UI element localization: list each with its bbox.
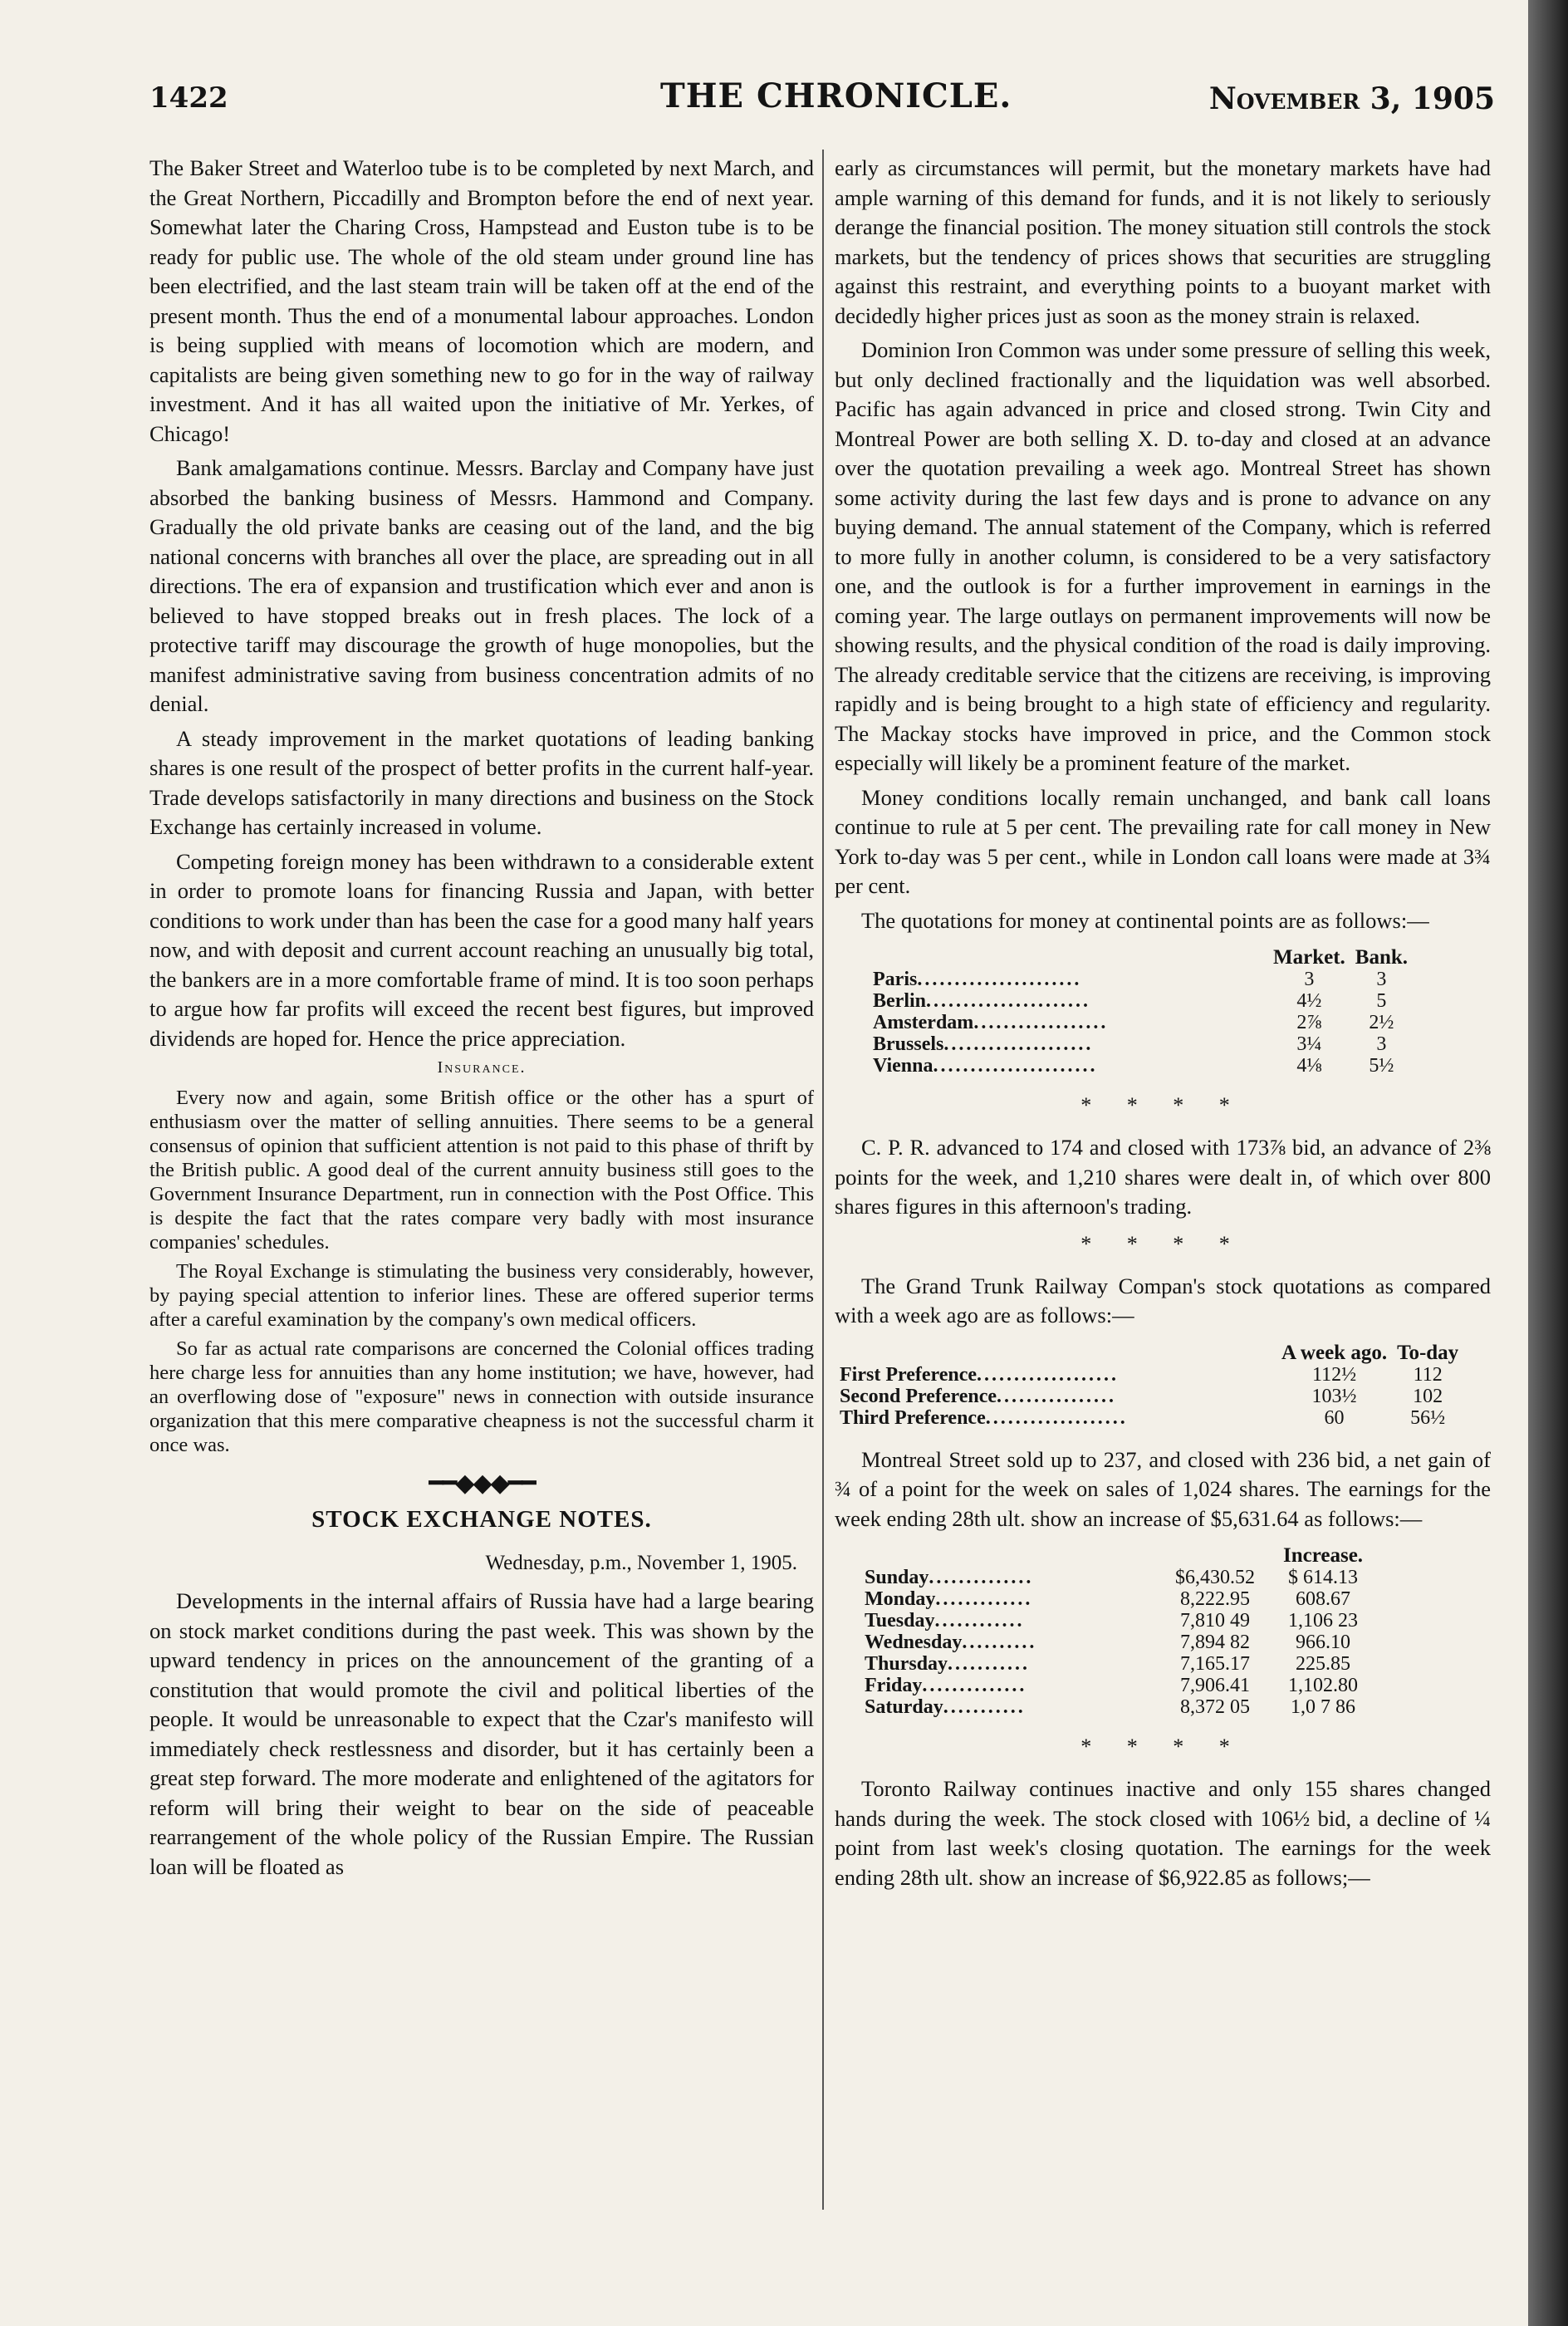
week-ago-value: 112½ [1311,1363,1357,1386]
paragraph: The quotations for money at continental points are as follows:— [861,907,1429,933]
column-header: To-day [1397,1341,1459,1364]
table-row: Friday.............. 7,906.41 1,102.80 [860,1675,1368,1696]
publication-title: THE CHRONICLE. [660,76,1012,115]
issue-date: November 3, 1905 [1208,81,1495,116]
earnings-amount: 7,894 82 [1180,1632,1250,1653]
row-label: First Preference [840,1363,978,1386]
city-label: Brussels [873,1033,944,1055]
today-value: 112 [1413,1363,1443,1386]
week-ago-value: 103½ [1311,1385,1357,1407]
city-label: Amsterdam [873,1012,974,1033]
earnings-increase: 225.85 [1296,1653,1351,1675]
row-label: Third Preference [840,1406,986,1429]
table-row: Third Preference................... 60 56½ [835,1407,1463,1429]
earnings-amount: $6,430.52 [1175,1567,1255,1588]
market-rate: 2⅞ [1296,1012,1322,1033]
money-rates-table [868,947,1413,1077]
left-column [149,154,814,1887]
paragraph: C. P. R. advanced to 174 and closed with 173⅞ bid, an advance of 2⅜ points for the week, and 1,210 shares were dealt in, of which over 800 shares figures in this afternoon's trading. [835,1135,1491,1219]
table-row: Brussels.................... 3¼ 3 [868,1033,1413,1055]
table-row: Sunday.............. $6,430.52 $ 614.13 [860,1567,1368,1588]
section-separator: * * * * [1080,1735,1245,1759]
table-row: Wednesday.......... 7,894 82 966.10 [860,1632,1368,1653]
dateline: Wednesday, p.m., November 1, 1905. [485,1552,797,1574]
market-rate: 3¼ [1296,1033,1322,1055]
earnings-table-wrap [860,1545,1491,1718]
earnings-increase: 1,0 7 86 [1291,1696,1356,1718]
bank-rate: 5½ [1369,1055,1394,1077]
earnings-amount: 7,810 49 [1180,1610,1250,1632]
market-rate: 4½ [1296,990,1322,1012]
paragraph: Montreal Street sold up to 237, and closed with 236 bid, a net gain of ¾ of a point for the week on sales of 1,024 shares. The earnings for the week ending 28th ult. show an increase of $5,631.64 as follows:— [835,1446,1491,1531]
city-label: Vienna [873,1055,933,1077]
paragraph: Bank amalgamations continue. Messrs. Barclay and Company have just absorbed the banking business of Messrs. Hammond and Company. Gradually the old private banks are ceasing out of the land, and the big national concerns with branches all over the place, are spreading out in all directions. The era of expansion and trustification which ever and anon is believed to have stopped breaks out in fresh places. The lock of a protective tariff may discourage the growth of huge monopolies, but the manifest administrative saving from business concentration admits of no denial. [149,455,814,716]
earnings-increase: 1,102.80 [1288,1675,1359,1696]
market-rate: 4⅛ [1296,1055,1322,1077]
table-row: Paris...................... 3 3 [868,969,1413,990]
bank-rate: 3 [1376,1033,1387,1055]
city-label: Paris [873,969,918,990]
section-ornament: ━━◆◆◆━━ [429,1470,535,1497]
paragraph: The Baker Street and Waterloo tube is to be completed by next March, and the Great Northern, Piccadilly and Brompton before the end of next year. Somewhat later the Charing Cross, Hampstead and Euston tube is to be ready for public use. The whole of the old steam under ground line has been electrified, and the last steam train will be taken off at the end of the present month. Thus the end of a monumental labour approaches. London is being supplied with means of locomotion which are modern, and capitalists are being given something new to go for in the way of railway investment. And it has all waited upon the initiative of Mr. Yerkes, of Chicago! [149,155,814,446]
insurance-subheading: Insurance. [437,1058,527,1077]
city-label: Berlin [873,990,926,1012]
today-value: 102 [1413,1385,1443,1407]
bank-rate: 3 [1376,969,1387,990]
table-row: Second Preference................ 103½ 102 [835,1386,1463,1407]
table-row: Monday............. 8,222.95 608.67 [860,1588,1368,1610]
column-divider [822,150,824,2210]
paragraph: Developments in the internal affairs of Russia have had a large bearing on stock market conditions during the past week. This was shown by the upward tendency in prices on the announcement of the granting of a constitution that would promote the civil and political liberties of the people. It would be unreasonable to expect that the Czar's manifesto will immediately check restlessness and disorder, but it has certainly been a great step forward. The more moderate and enlightened of the agitators for reform will bring their weight to bear on the side of peaceable rearrangement of the whole policy of the Russian Empire. The Russian loan will be floated as [149,1588,814,1879]
table-row: Vienna...................... 4⅛ 5½ [868,1055,1413,1077]
page-number: 1422 [149,81,228,115]
table-row: Thursday........... 7,165.17 225.85 [860,1653,1368,1675]
column-header: Bank. [1355,946,1409,969]
day-label: Wednesday [865,1632,963,1653]
money-rates-table-wrap [868,947,1491,1077]
earnings-amount: 7,165.17 [1180,1653,1250,1675]
scan-edge-shadow [1528,0,1568,2326]
earnings-amount: 8,222.95 [1180,1588,1250,1610]
market-rate: 3 [1304,969,1315,990]
earnings-increase: 1,106 23 [1288,1610,1359,1632]
day-label: Tuesday [865,1610,935,1632]
right-column [835,154,1491,1897]
paragraph: early as circumstances will permit, but the monetary markets have had ample warning of this demand for funds, and it is not likely to seriously derange the financial position. The money situation still controls the stock markets, but the tendency of prices shows that securities are struggling against this restraint, and everything points to a buoyant market with decidedly higher prices just as soon as the money strain is relaxed. [835,155,1491,328]
paragraph: The Grand Trunk Railway Compan's stock quotations as compared with a week ago are as follows:— [835,1273,1491,1327]
earnings-increase: $ 614.13 [1288,1567,1359,1588]
bank-rate: 5 [1376,990,1387,1012]
section-separator: * * * * [1080,1231,1245,1256]
grand-trunk-table [835,1342,1463,1429]
column-header: Market. [1273,946,1345,969]
grand-trunk-table-wrap [835,1342,1491,1429]
earnings-table [860,1545,1368,1718]
bank-rate: 2½ [1369,1012,1394,1033]
paragraph: Dominion Iron Common was under some pressure of selling this week, but only declined fractionally and the liquidation was well absorbed. Pacific has again advanced in price and closed strong. Twin City and Montreal Power are both selling X. D. to-day and closed at an advance over the quotation prevailing a week ago. Montreal Street has shown some activity during the last few days and is prone to advance on any buying demand. The annual statement of the Company, which is referred to more fully in another column, is considered to be a very satisfactory one, and the outlook is for a further improvement in earnings in the coming year. The large outlays on permanent improvements will now be showing results, and the physical condition of the road is daily improving. The already creditable service that the citizens are receiving, is improving rapidly and is being brought to a high state of efficiency and regularity. The Mackay stocks have improved in price, and the Common stock especially will likely be a prominent feature of the market. [835,337,1491,775]
page-header [149,76,1495,126]
earnings-increase: 966.10 [1296,1632,1351,1653]
day-label: Friday [865,1675,923,1696]
paragraph: Money conditions locally remain unchanged, and bank call loans continue to rule at 5 per cent. The prevailing rate for call money in New York to-day was 5 per cent., while in London call loans were made at 3¾ per cent. [835,784,1491,898]
paragraph: Competing foreign money has been withdrawn to a considerable extent in order to promote loans for financing Russia and Japan, with better conditions to work under than has been the case for a good many half years now, and with deposit and current account reaching an unusually big total, the bankers are in a more comfortable frame of mind. It is too soon perhaps to argue how far profits will exceed the recent best figures, but improved dividends are hoped for. Hence the price appreciation. [149,848,814,1051]
paragraph: A steady improvement in the market quotations of leading banking shares is one result of the prospect of better profits in the current half-year. Trade develops satisfactorily in many directions and business on the Stock Exchange has certainly increased in volume. [149,725,814,839]
section-separator: * * * * [1080,1093,1245,1117]
week-ago-value: 60 [1324,1406,1345,1429]
paragraph: Toronto Railway continues inactive and only 155 shares changed hands during the week. The stock closed with 106½ bid, a decline of ¼ point from last week's closing quotation. The earnings for the week ending 28th ult. show an increase of $6,922.85 as follows;— [835,1776,1491,1890]
section-title: STOCK EXCHANGE NOTES. [311,1506,652,1533]
table-row: Amsterdam.................. 2⅞ 2½ [868,1012,1413,1033]
table-row: Tuesday............ 7,810 49 1,106 23 [860,1610,1368,1632]
earnings-increase: 608.67 [1296,1588,1351,1610]
day-label: Thursday [865,1653,948,1675]
paragraph: Every now and again, some British office or the other has a spurt of enthusiasm over the matter of selling annuities. There seems to be a general consensus of opinion that sufficient attention is not paid to this phase of thrift by the British public. A good deal of the current annuity business still goes to the Government Insurance Department, run in connection with the Post Office. This is despite the fact that the rates compare very badly with most insurance companies' schedules. [149,1087,814,1254]
day-label: Monday [865,1588,936,1610]
today-value: 56½ [1410,1406,1446,1429]
table-row: First Preference................... 112½ 112 [835,1364,1463,1386]
day-label: Saturday [865,1696,943,1718]
paragraph: The Royal Exchange is stimulating the business very considerably, however, by paying special attention to inferior lines. These are offered superior terms after a careful examination by the company's own medical officers. [149,1260,814,1331]
paragraph: So far as actual rate comparisons are concerned the Colonial offices trading here charge less for annuities than any home institution; we have, however, had an overflowing dose of "exposure" news in connection with outside insurance organization that this mere comparative cheapness is not the successful charm it once was. [149,1337,814,1456]
earnings-amount: 8,372 05 [1180,1696,1250,1718]
day-label: Sunday [865,1567,929,1588]
earnings-amount: 7,906.41 [1180,1675,1250,1696]
table-row: Berlin...................... 4½ 5 [868,990,1413,1012]
row-label: Second Preference [840,1385,997,1407]
table-row: Saturday........... 8,372 05 1,0 7 86 [860,1696,1368,1718]
column-header: Increase. [1283,1544,1364,1567]
column-header: A week ago. [1281,1341,1388,1364]
